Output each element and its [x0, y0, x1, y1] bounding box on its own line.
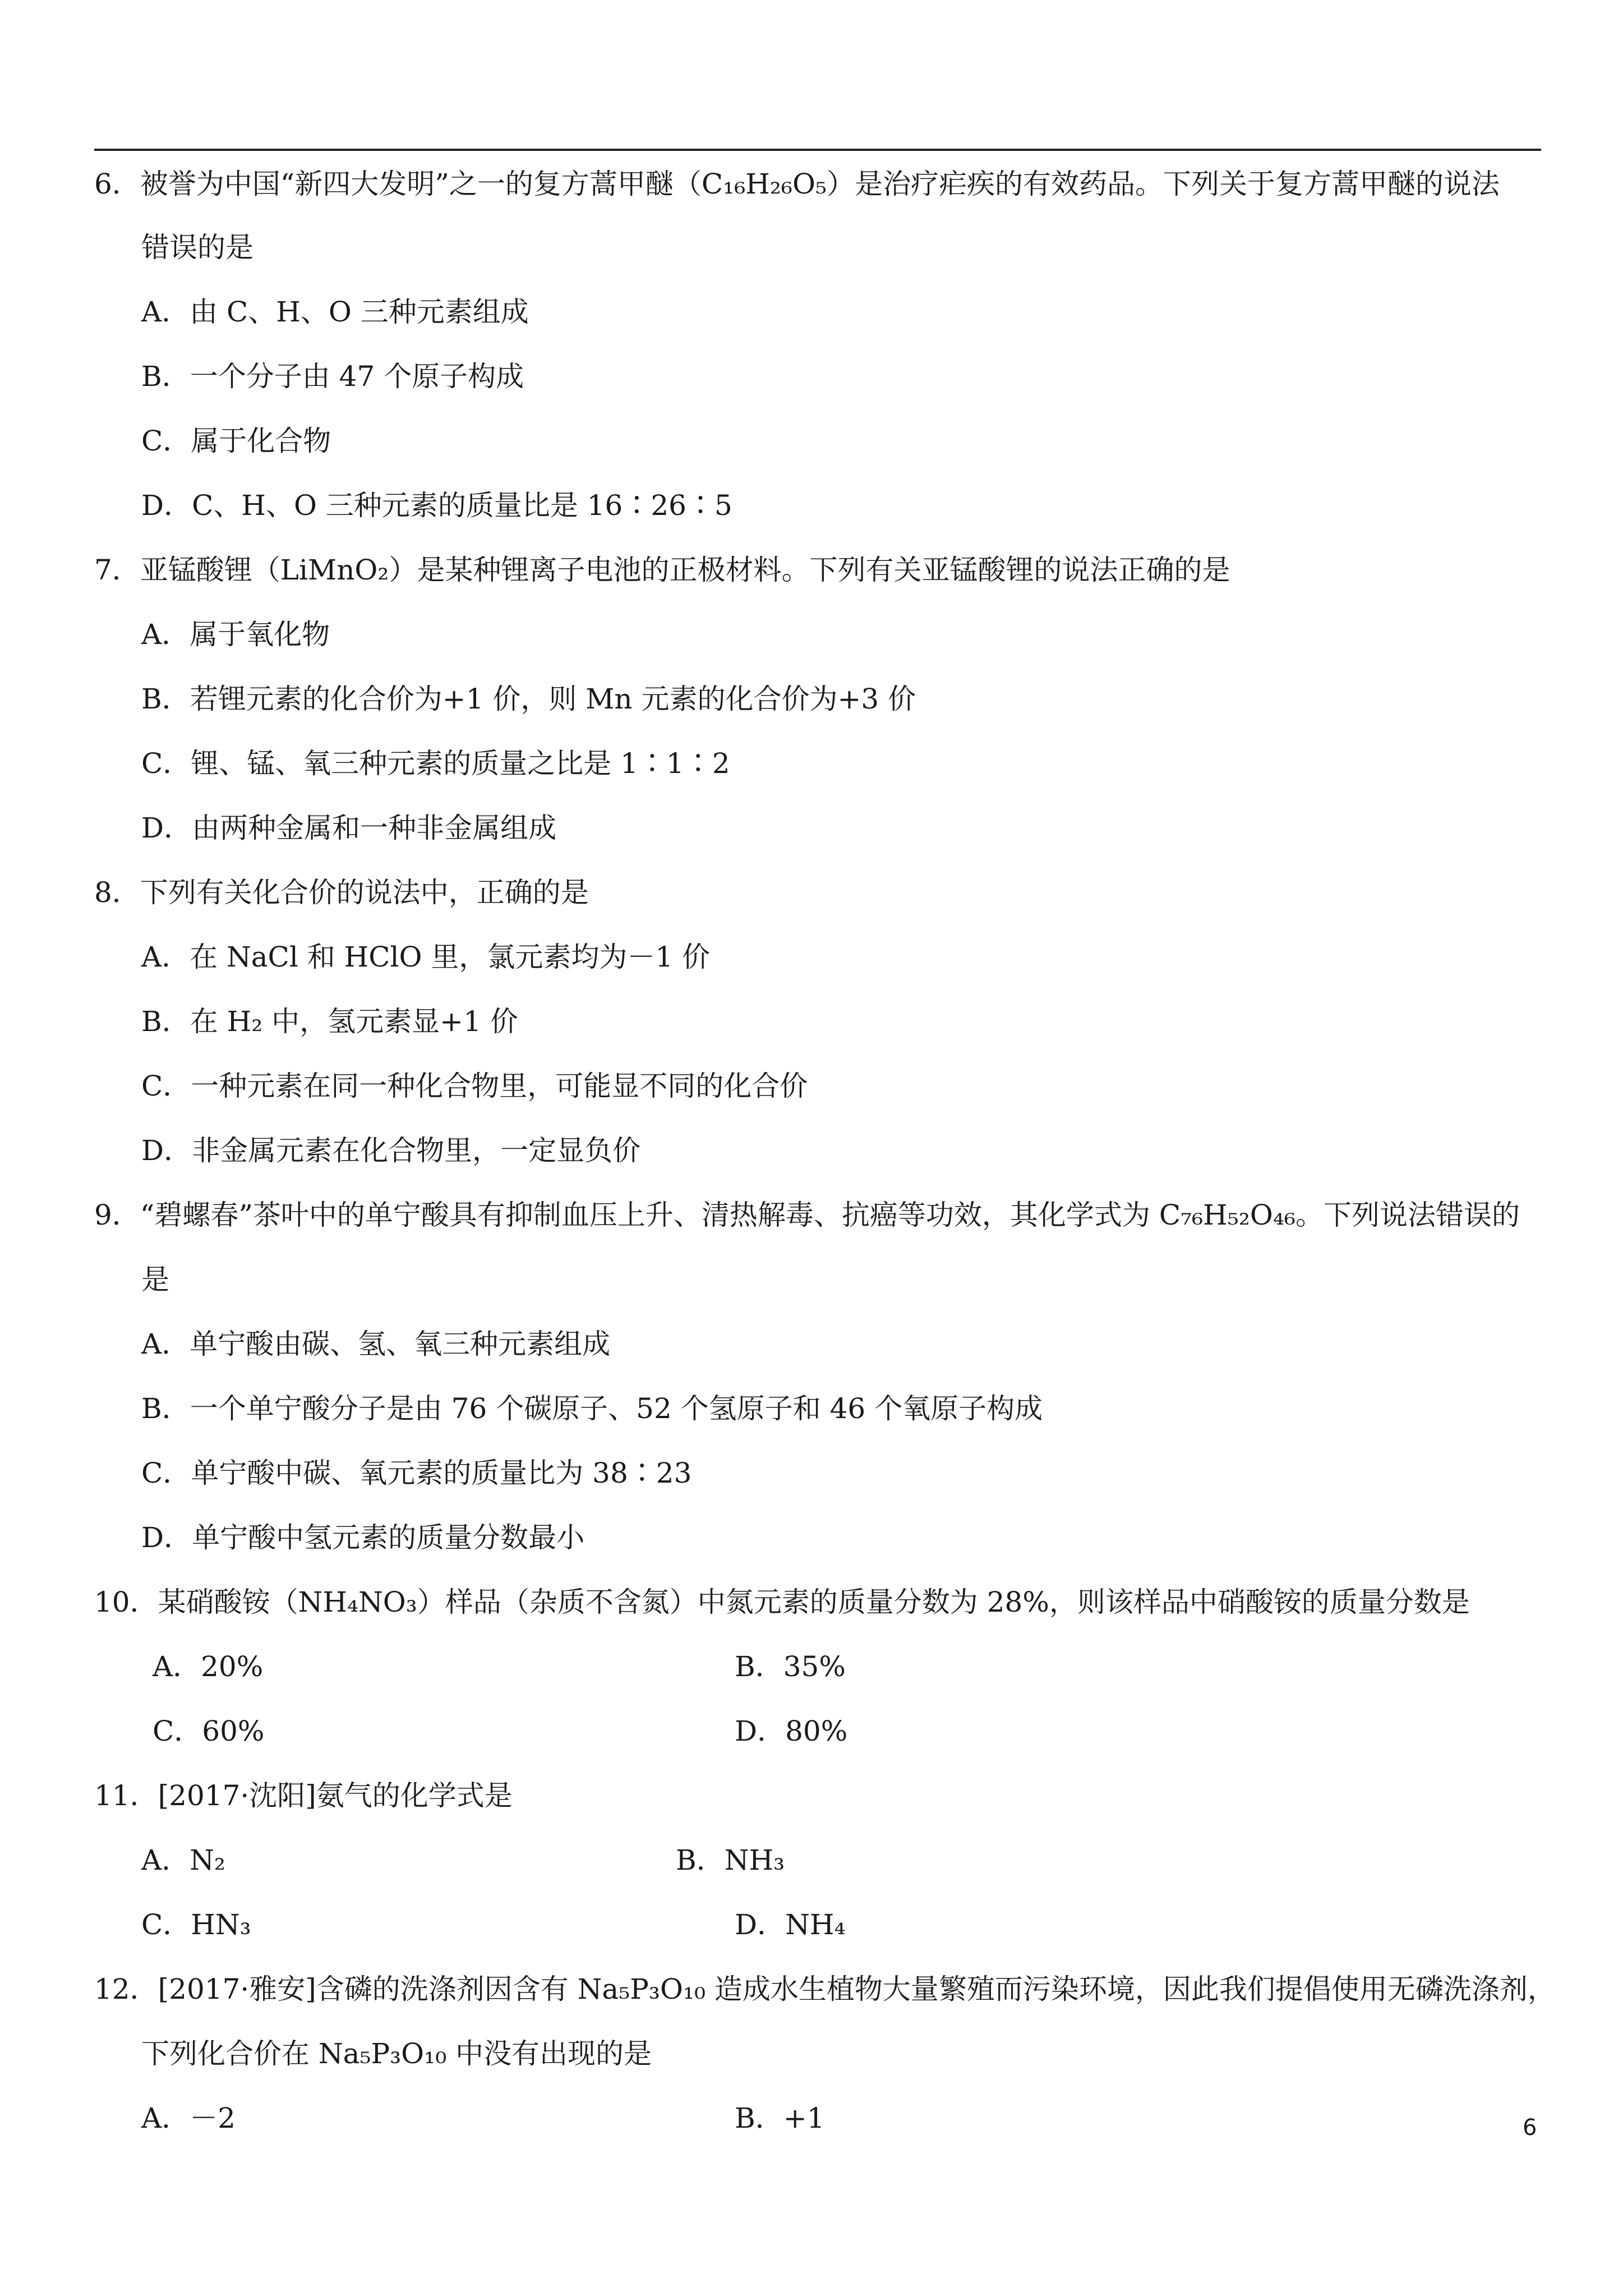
page-number: 6 — [1523, 2115, 1537, 2141]
question-6-option-d: D．C、H、O 三种元素的质量比是 16∶26∶5 — [141, 489, 732, 522]
question-6-option-b: B．一个分子由 47 个原子构成 — [141, 360, 524, 393]
question-10-option-a: A．20% — [153, 1650, 264, 1683]
question-9-stem-cont: 是 — [141, 1263, 169, 1296]
question-7-option-c: C．锂、锰、氧三种元素的质量之比是 1∶1∶2 — [141, 747, 730, 780]
question-12-stem: 12．[2017·雅安]含磷的洗涤剂因含有 Na₅P₃O₁₀ 造成水生植物大量繁殖而污染环境，因此我们提倡使用无磷洗涤剂， — [94, 1973, 1556, 2005]
question-7-option-a: A．属于氧化物 — [141, 618, 330, 651]
question-8-option-d: D．非金属元素在化合物里，一定显负价 — [141, 1134, 641, 1167]
question-7-option-d: D．由两种金属和一种非金属组成 — [141, 812, 557, 844]
question-8-option-c: C．一种元素在同一种化合物里，可能显不同的化合价 — [141, 1070, 808, 1102]
question-6-stem-cont: 错误的是 — [141, 231, 253, 264]
question-12-stem-cont: 下列化合价在 Na₅P₃O₁₀ 中没有出现的是 — [141, 2037, 652, 2070]
header-rule — [94, 149, 1541, 151]
question-6-option-a: A．由 C、H、O 三种元素组成 — [141, 296, 529, 328]
question-8-option-a: A．在 NaCl 和 HClO 里，氯元素均为－1 价 — [141, 941, 711, 973]
question-11-option-c: C．HN₃ — [141, 1908, 251, 1941]
question-12-option-b: B．+1 — [735, 2102, 825, 2134]
question-9-option-d: D．单宁酸中氢元素的质量分数最小 — [141, 1521, 585, 1554]
question-9-option-c: C．单宁酸中碳、氧元素的质量比为 38∶23 — [141, 1457, 692, 1489]
question-6-option-c: C．属于化合物 — [141, 425, 331, 457]
question-9-option-a: A．单宁酸由碳、氢、氧三种元素组成 — [141, 1328, 611, 1360]
question-11-option-a: A．N₂ — [141, 1844, 225, 1876]
question-6-stem: 6．被誉为中国“新四大发明”之一的复方蒿甲醚（C₁₆H₂₆O₅）是治疗疟疾的有效药品。下列关于复方蒿甲醚的说法 — [94, 168, 1500, 200]
question-10-option-c: C．60% — [153, 1715, 265, 1747]
question-10-stem: 10．某硝酸铵（NH₄NO₃）样品（杂质不含氮）中氮元素的质量分数为 28%，则该样品中硝酸铵的质量分数是 — [94, 1586, 1470, 1618]
question-8-stem: 8．下列有关化合价的说法中，正确的是 — [94, 876, 589, 909]
question-7-stem: 7．亚锰酸锂（LiMnO₂）是某种锂离子电池的正极材料。下列有关亚锰酸锂的说法正确的是 — [94, 554, 1230, 586]
question-11-option-b: B．NH₃ — [676, 1844, 785, 1876]
question-7-option-b: B．若锂元素的化合价为+1 价，则 Mn 元素的化合价为+3 价 — [141, 683, 916, 715]
question-9-stem: 9．“碧螺春”茶叶中的单宁酸具有抑制血压上升、清热解毒、抗癌等功效，其化学式为 C₇₆H₅₂O₄₆。下列说法错误的 — [94, 1199, 1520, 1231]
question-11-stem: 11．[2017·沈阳]氨气的化学式是 — [94, 1779, 513, 1812]
question-11-option-d: D．NH₄ — [735, 1908, 846, 1941]
question-9-option-b: B．一个单宁酸分子是由 76 个碳原子、52 个氢原子和 46 个氧原子构成 — [141, 1392, 1043, 1425]
question-8-option-b: B．在 H₂ 中，氢元素显+1 价 — [141, 1005, 518, 1038]
question-12-option-a: A．－2 — [141, 2102, 236, 2134]
question-10-option-b: B．35% — [735, 1650, 846, 1683]
question-10-option-d: D．80% — [735, 1715, 848, 1747]
